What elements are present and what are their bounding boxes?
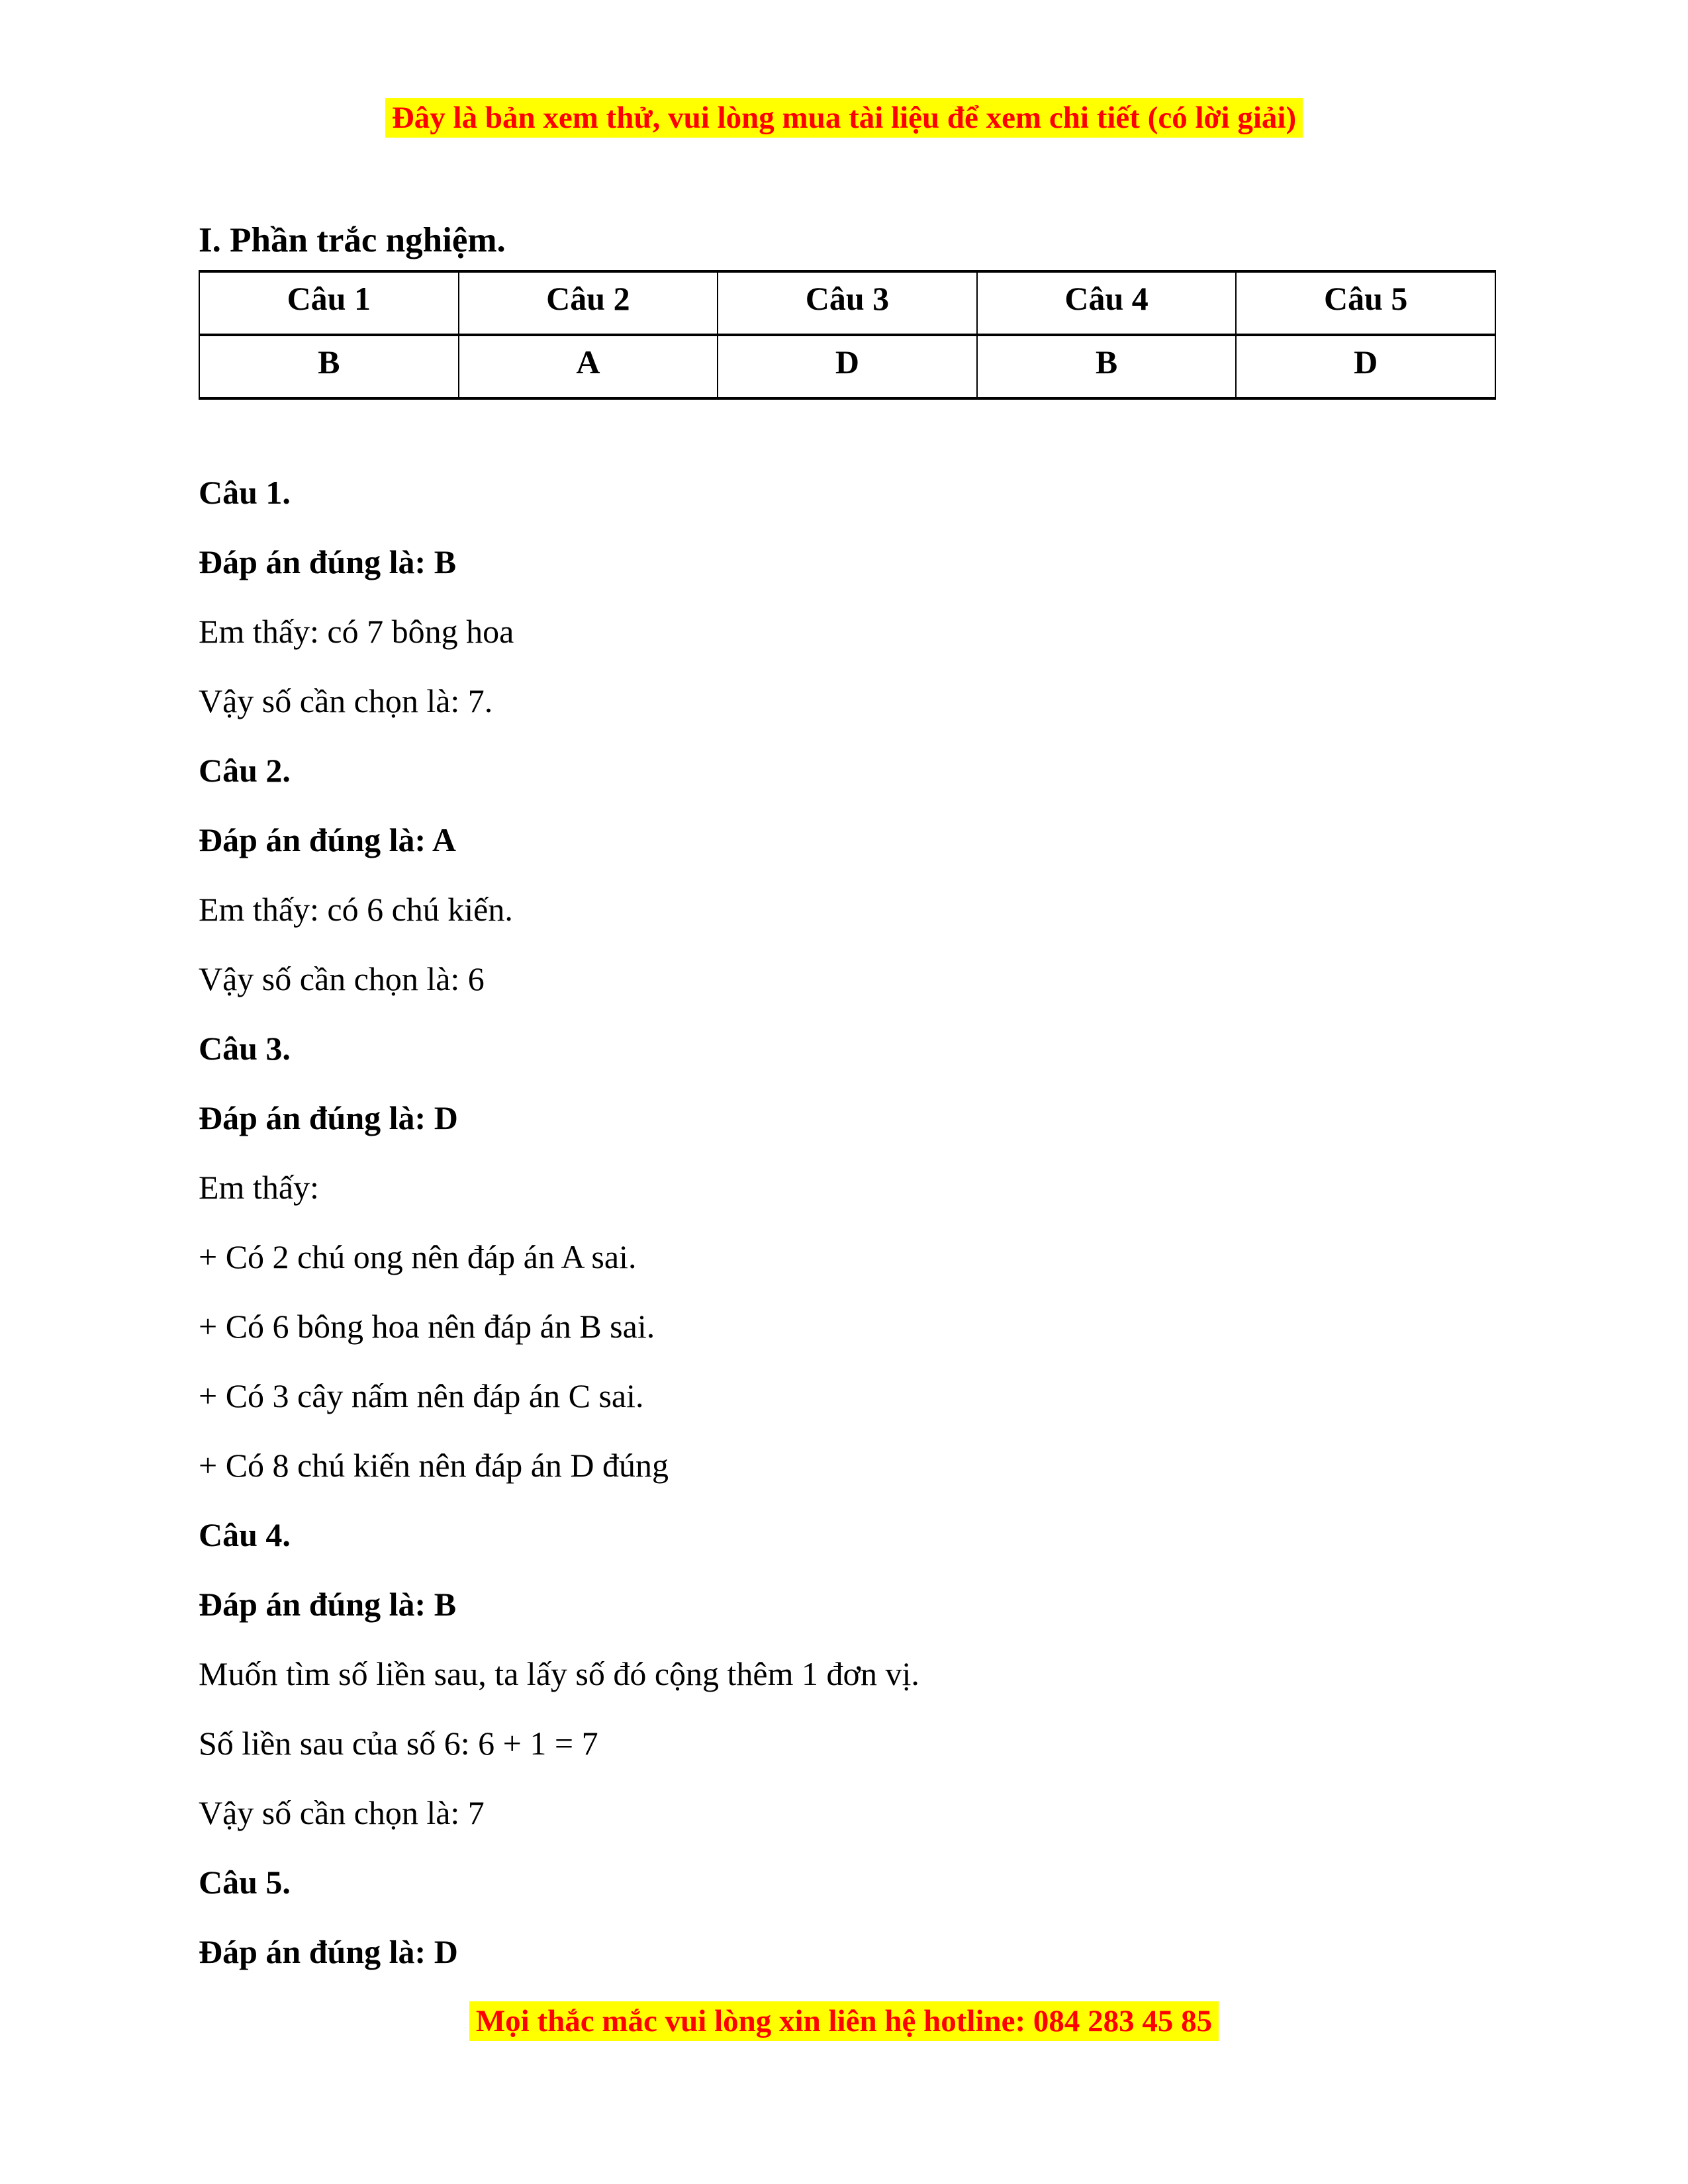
solution-1-title: Câu 1. [199,474,291,511]
solution-2-title: Câu 2. [199,752,291,789]
answer-key-table [199,270,1496,400]
answer-table-header-cell-2: Câu 2 [459,271,718,335]
answer-table-header-row [199,271,1495,335]
solution-5-answer: Đáp án đúng là: D [199,1933,458,1970]
solution-4-line-1: Muốn tìm số liền sau, ta lấy số đó cộng thêm 1 đơn vị. [199,1655,919,1692]
solution-2-line-2: Vậy số cần chọn là: 6 [199,960,485,997]
answer-table-value-cell-1: B [199,335,459,398]
solution-3-line-3: + Có 6 bông hoa nên đáp án B sai. [199,1308,655,1345]
section-heading: I. Phần trắc nghiệm. [199,221,506,259]
answer-table-value-cell-2: A [459,335,718,398]
solution-4-line-3: Vậy số cần chọn là: 7 [199,1794,485,1831]
answer-table-header-cell-1: Câu 1 [199,271,459,335]
hotline-banner: Mọi thắc mắc vui lòng xin liên hệ hotline: 084 283 45 85 [469,2001,1219,2041]
solution-3-line-5: + Có 8 chú kiến nên đáp án D đúng [199,1447,669,1484]
solution-3-answer: Đáp án đúng là: D [199,1099,458,1136]
solution-4-title: Câu 4. [199,1516,291,1553]
answer-table-header-cell-3: Câu 3 [718,271,977,335]
answer-table-value-cell-5: D [1236,335,1495,398]
preview-notice-banner: Đây là bản xem thử, vui lòng mua tài liệu để xem chi tiết (có lời giải) [385,98,1303,138]
bottom-banner-row [199,2001,1489,2041]
solution-2-answer: Đáp án đúng là: A [199,821,457,858]
answer-table-header-cell-5: Câu 5 [1236,271,1495,335]
answer-table-value-cell-3: D [718,335,977,398]
solution-4-line-2: Số liền sau của số 6: 6 + 1 = 7 [199,1725,598,1762]
solution-5-title: Câu 5. [199,1864,291,1901]
solution-4-answer: Đáp án đúng là: B [199,1586,457,1623]
solution-3-line-2: + Có 2 chú ong nên đáp án A sai. [199,1238,637,1275]
answer-table-value-row [199,335,1495,398]
solution-1-line-1: Em thấy: có 7 bông hoa [199,613,514,650]
answer-table-header-cell-4: Câu 4 [977,271,1237,335]
solution-3-title: Câu 3. [199,1030,291,1067]
solution-1-answer: Đáp án đúng là: B [199,543,457,580]
solution-3-line-1: Em thấy: [199,1169,319,1206]
solution-3-line-4: + Có 3 cây nấm nên đáp án C sai. [199,1377,644,1414]
solution-2-line-1: Em thấy: có 6 chú kiến. [199,891,513,928]
solutions-section [199,473,1489,1972]
solution-1-line-2: Vậy số cần chọn là: 7. [199,682,493,719]
answer-table-value-cell-4: B [977,335,1237,398]
top-banner-row [199,98,1489,138]
